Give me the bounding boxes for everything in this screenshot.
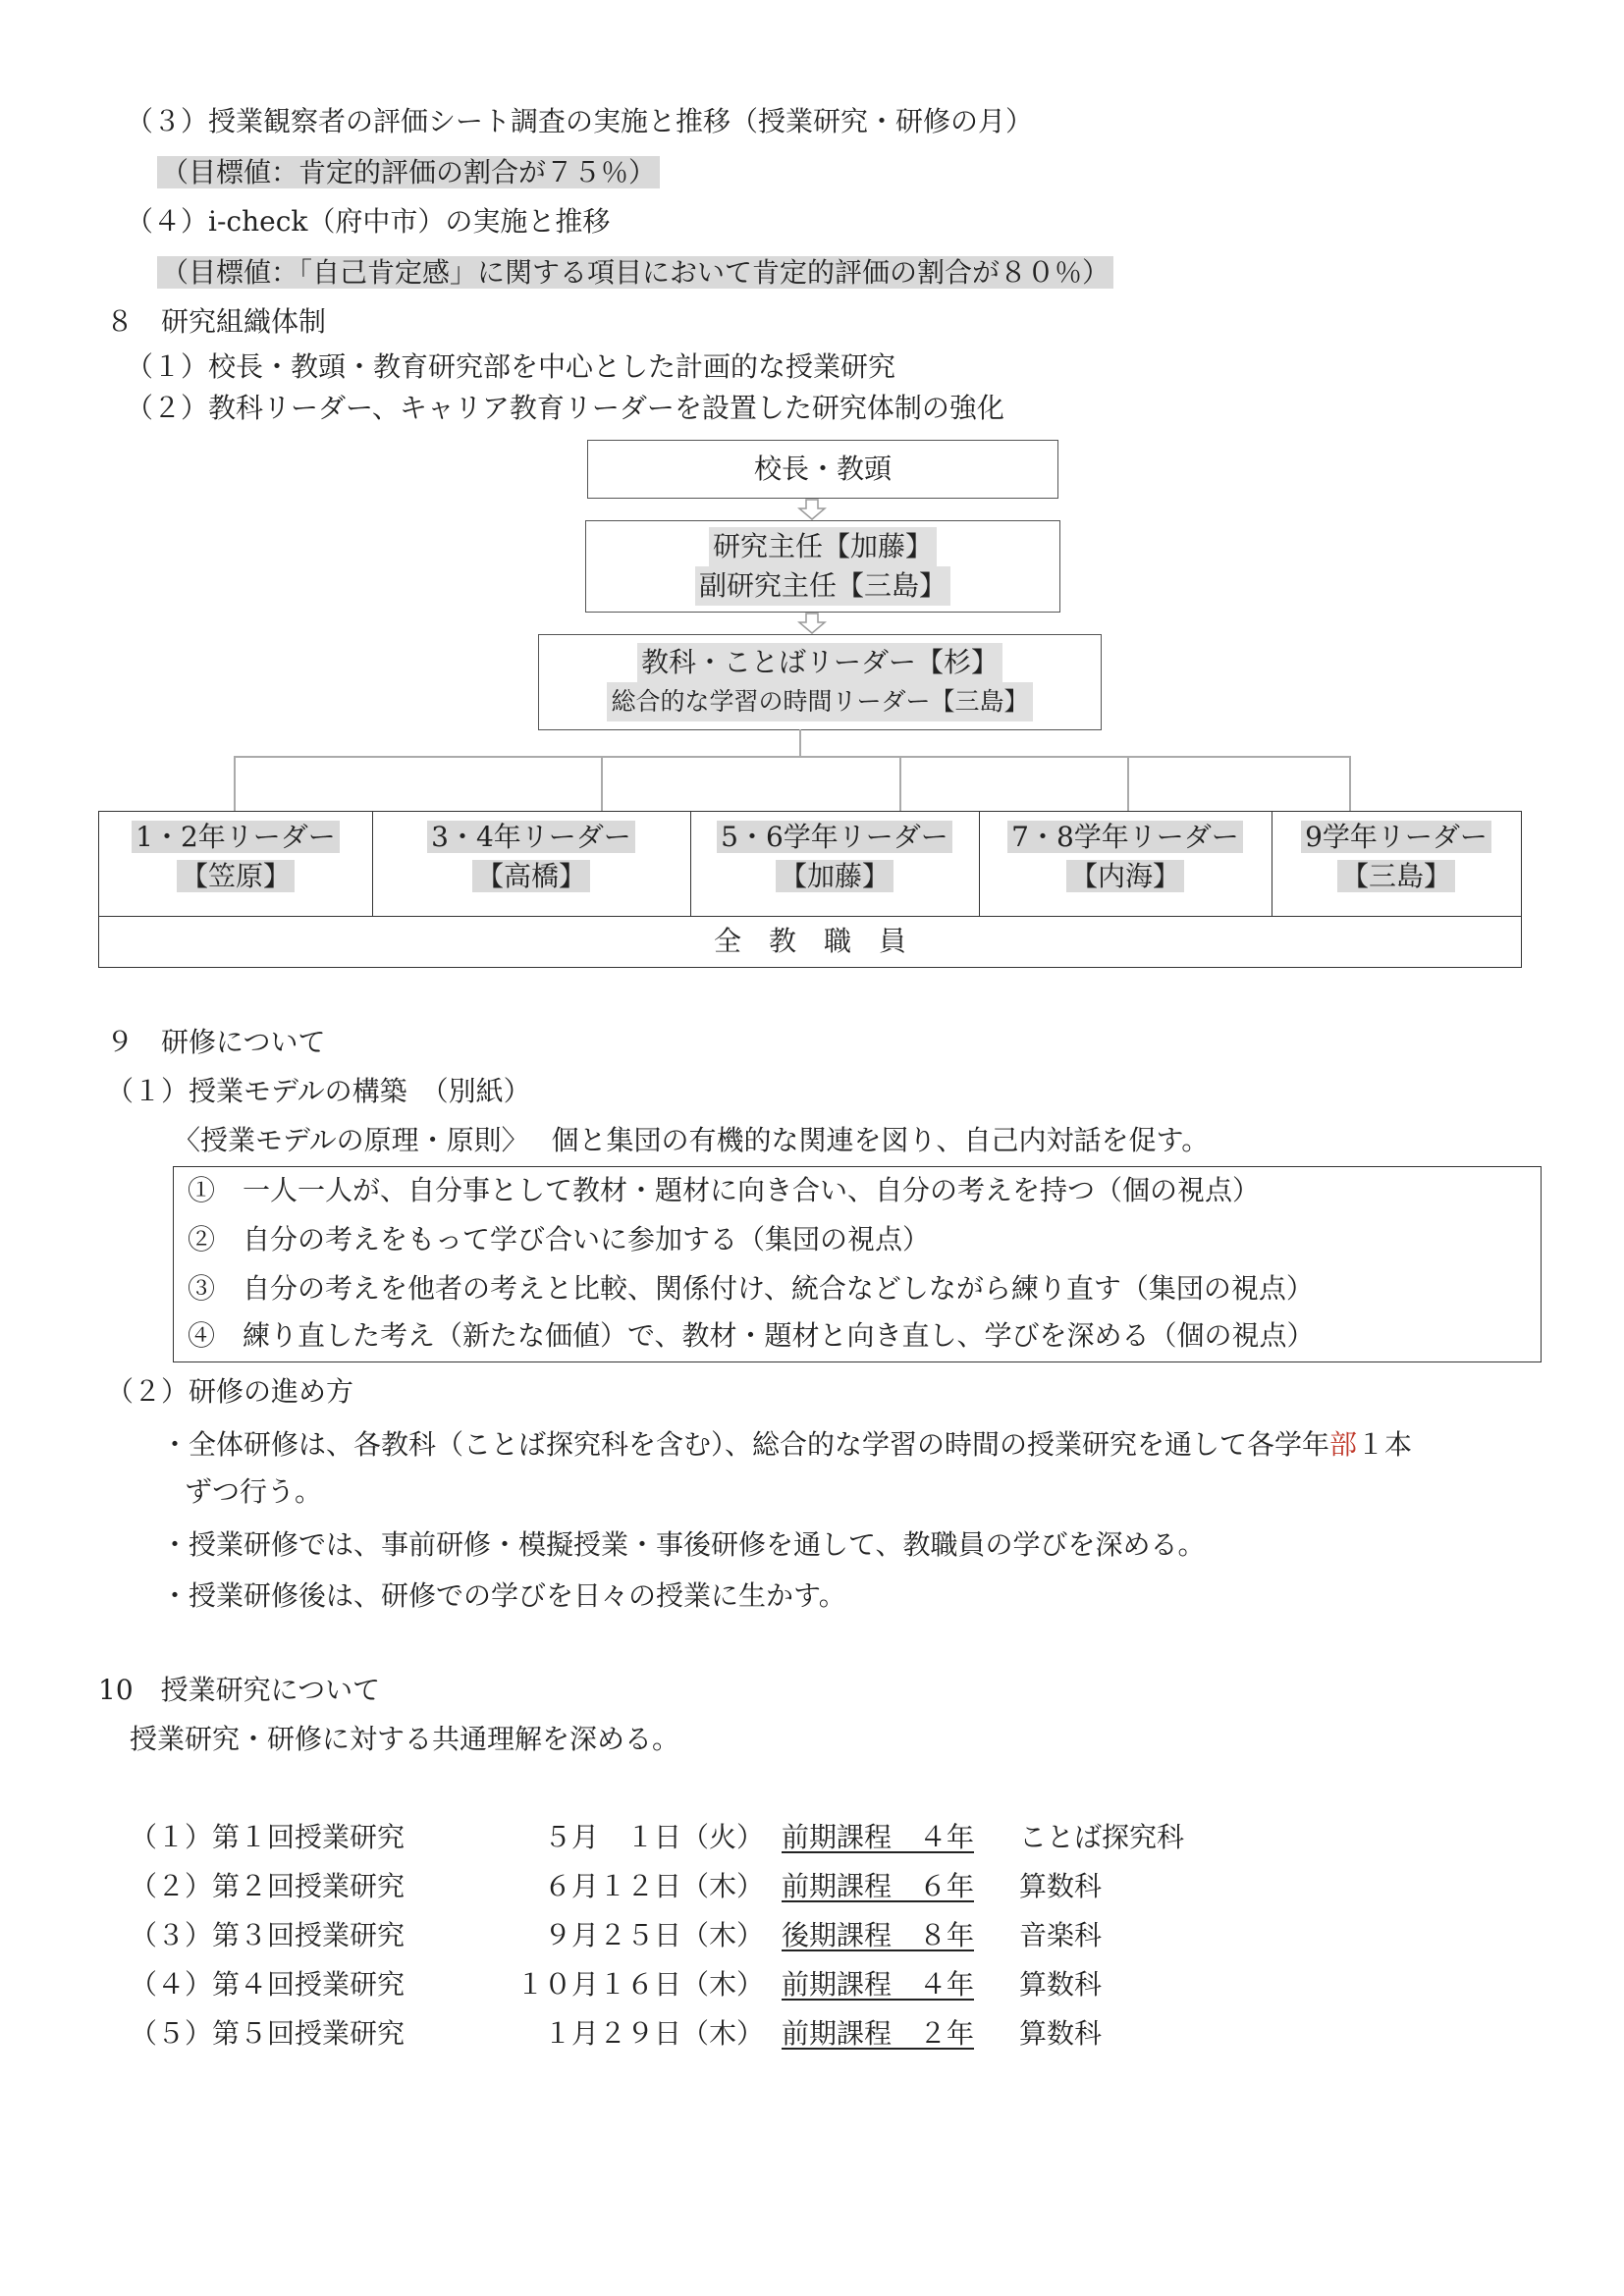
item-3-goal — [157, 153, 660, 192]
item-4-goal-text: （目標値：「自己肯定感」に関する項目において肯定的評価の割合が８０％） — [157, 256, 1113, 289]
section-8-p1: （１）校長・教頭・教育研究部を中心とした計画的な授業研究 — [126, 350, 896, 383]
schedule-date: ５月 １日（火） — [544, 1821, 765, 1853]
grade-name: 【加藤】 — [776, 860, 893, 892]
org-subject-leader: 教科・ことばリーダー【杉】 — [637, 643, 1002, 682]
training-bullet-1-cont: ずつ行う。 — [185, 1475, 323, 1508]
section-10-intro: 授業研究・研修に対する共通理解を深める。 — [130, 1723, 680, 1755]
all-staff: 全 教 職 員 — [713, 925, 906, 957]
schedule-subject: 算数科 — [1019, 2017, 1103, 2050]
org-connector — [1127, 756, 1129, 811]
org-connector — [234, 756, 1349, 758]
schedule-course: 前期課程 ６年 — [782, 1870, 975, 1902]
schedule-no: （１）第１回授業研究 — [130, 1821, 406, 1853]
bullet-1-end: １本 — [1357, 1428, 1413, 1461]
grade-name: 【内海】 — [1066, 860, 1184, 892]
section-10-heading: 10 授業研究について — [98, 1674, 381, 1706]
org-research-box — [585, 520, 1060, 613]
org-principal-box — [587, 440, 1058, 499]
org-subject-leader-box — [538, 634, 1102, 730]
grade-role: 5・6学年リーダー — [717, 821, 952, 853]
grade-name: 【三島】 — [1337, 860, 1455, 892]
grade-leader-2 — [372, 818, 690, 896]
grade-leader-4 — [979, 818, 1272, 896]
org-connector — [799, 729, 801, 756]
training-bullet-3: ・授業研修後は、研修での学びを日々の授業に生かす。 — [161, 1579, 846, 1612]
principle-item: ② 自分の考えをもって学び合いに参加する（集団の視点） — [188, 1223, 931, 1255]
principle-item: ① 一人一人が、自分事として教材・題材に向き合い、自分の考えを持つ（個の視点） — [188, 1174, 1261, 1206]
schedule-no: （５）第５回授業研究 — [130, 2017, 406, 2050]
training-bullet-2: ・授業研修では、事前研修・模擬授業・事後研修を通して、教職員の学びを深める。 — [161, 1528, 1206, 1561]
schedule-course: 後期課程 ８年 — [782, 1919, 975, 1951]
org-research-chief: 研究主任【加藤】 — [709, 527, 937, 566]
schedule-subject: 算数科 — [1019, 1968, 1103, 2001]
bullet-1-red: 部 — [1329, 1428, 1358, 1461]
schedule-subject: 音楽科 — [1019, 1919, 1103, 1951]
grade-name: 【高橋】 — [472, 860, 590, 892]
item-4: （４）i-check（府中市）の実施と推移 — [126, 205, 611, 238]
item-4-goal — [157, 253, 1113, 293]
item-3-goal-text: （目標値：肯定的評価の割合が７５％） — [157, 156, 660, 188]
principle-item: ③ 自分の考えを他者の考えと比較、関係付け、統合などしながら練り直す（集団の視点） — [188, 1272, 1314, 1305]
org-integrated-leader: 総合的な学習の時間リーダー【三島】 — [607, 682, 1032, 721]
principles-box — [173, 1166, 1542, 1362]
org-grade-table — [98, 811, 1522, 968]
section-8-heading: ８ 研究組織体制 — [106, 305, 327, 338]
org-connector — [899, 756, 901, 811]
schedule-date: １月２９日（木） — [544, 2017, 765, 2050]
schedule-subject: 算数科 — [1019, 1870, 1103, 1902]
down-arrow-icon — [797, 613, 827, 634]
section-9-heading: ９ 研修について — [106, 1026, 326, 1058]
grade-leader-3 — [690, 818, 979, 896]
org-principal-label: 校長・教頭 — [753, 453, 892, 485]
schedule-subject: ことば探究科 — [1019, 1821, 1185, 1853]
table-divider — [99, 916, 1521, 917]
grade-leader-5 — [1272, 818, 1521, 896]
bullet-1-text: ・全体研修は、各教科（ことば探究科を含む）、総合的な学習の時間の授業研究を通して各学年 — [161, 1428, 1330, 1461]
training-bullet-1 — [161, 1425, 1412, 1465]
org-research-vice: 副研究主任【三島】 — [695, 566, 950, 606]
schedule-no: （２）第２回授業研究 — [130, 1870, 406, 1902]
model-principle: 〈授業モデルの原理・原則〉 個と集団の有機的な関連を図り、自己内対話を促す。 — [173, 1124, 1210, 1156]
schedule-course: 前期課程 ２年 — [782, 2017, 975, 2050]
principle-item: ④ 練り直した考え（新たな価値）で、教材・題材と向き直し、学びを深める（個の視点） — [188, 1319, 1315, 1352]
org-connector — [601, 756, 603, 811]
schedule-course: 前期課程 ４年 — [782, 1968, 975, 2001]
grade-role: 3・4年リーダー — [427, 821, 635, 853]
org-connector — [234, 756, 236, 811]
org-connector — [1349, 756, 1351, 811]
schedule-date: ９月２５日（木） — [544, 1919, 765, 1951]
section-9-p2: （２）研修の進め方 — [106, 1375, 354, 1408]
schedule-no: （３）第３回授業研究 — [130, 1919, 406, 1951]
grade-role: 7・8学年リーダー — [1007, 821, 1243, 853]
section-9-p1: （１）授業モデルの構築 （別紙） — [106, 1075, 531, 1107]
down-arrow-icon — [797, 499, 827, 520]
schedule-course: 前期課程 ４年 — [782, 1821, 975, 1853]
grade-name: 【笠原】 — [177, 860, 295, 892]
grade-leader-1 — [99, 818, 372, 896]
schedule-no: （４）第４回授業研究 — [130, 1968, 406, 2001]
schedule-date: ６月１２日（木） — [544, 1870, 765, 1902]
schedule-date: １０月１６日（木） — [516, 1968, 765, 2001]
item-3: （３）授業観察者の評価シート調査の実施と推移（授業研究・研修の月） — [126, 105, 1034, 137]
section-8-p2: （２）教科リーダー、キャリア教育リーダーを設置した研究体制の強化 — [126, 392, 1004, 424]
grade-role: 1・2年リーダー — [132, 821, 340, 853]
grade-role: 9学年リーダー — [1301, 821, 1491, 853]
